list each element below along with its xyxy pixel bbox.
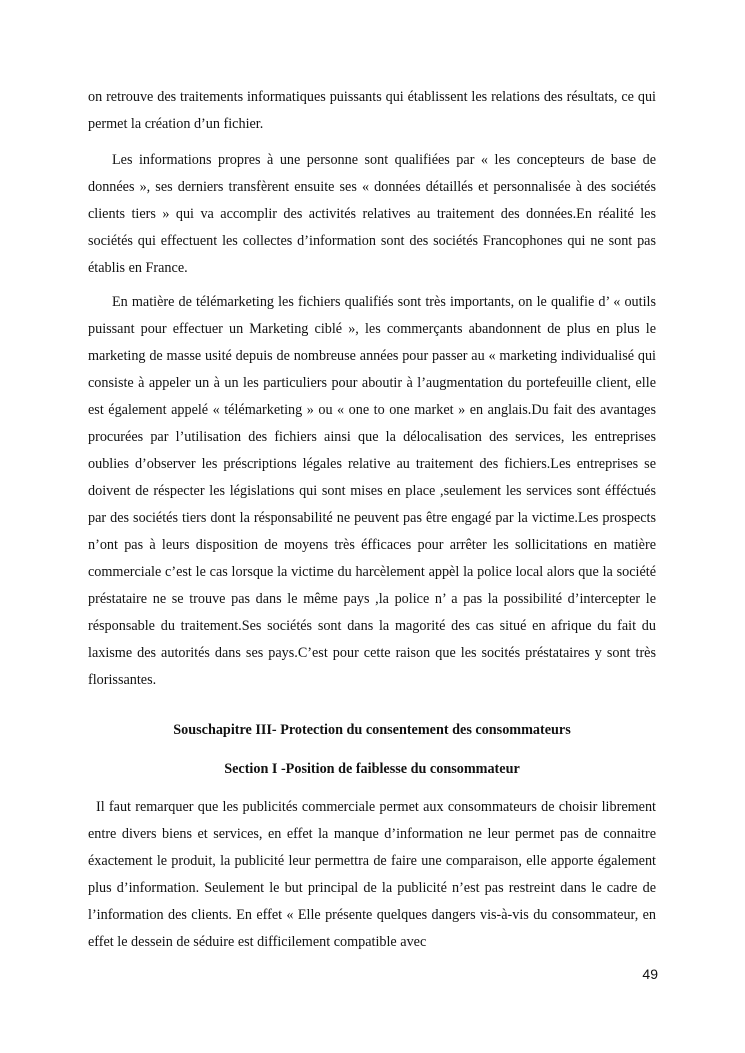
subchapter-heading: Souschapitre III- Protection du consentement des consommateurs <box>173 722 571 738</box>
page-number: 49 <box>642 966 658 982</box>
paragraph-telemarketing: En matière de télémarketing les fichiers qualifiés sont très importants, on le qualifie d’ « outils puissant pour effectuer un Marketing ciblé », les commerçants abandonnent de plus en plus le marketing de masse usité depuis de nombreuse années pour passer au « marketing individualisé qui consiste à appeler un à un les particuliers pour aboutir à l’augmentation du portefeuille client, elle est également appelé « télémarketing » ou « one to one market » en anglais.Du fait des avantages procurées par l’utilisation des fichiers ainsi que la délocalisation des services, les entreprises oublies d’observer les préscriptions légales relative au traitement des fichiers.Les entreprises se doivent de réspecter les législations qui sont mises en place ,seulement les services sont éfféctués par des sociétés tiers dont la résponsabilité ne peuvent pas être engagé par la victime.Les prospects n’ont pas à leurs disposition de moyens très éfficaces pour arrêter les sollicitations en matière commerciale c’est le cas lorsque la victime du harcèlement appèl la police local alors que la société préstataire ne se trouve pas dans le même pays ,la police n’ a pas la possibilité d’intercepter le résponsable du traitement.Ses sociétés sont dans la magorité des cas situé en afrique du fait du laxisme des autorités dans ses pays.C’est pour cette raison que les socités préstataires y sont très florissantes. <box>88 294 656 688</box>
paragraph-informations: Les informations propres à une personne sont qualifiées par « les concepteurs de base de données », ses derniers transfèrent ensuite ses « données détaillés et personnalisée à des sociétés clients tiers » qui va accomplir des activités relatives au traitement des données.En réalité les sociétés qui effectuent les collectes d’information sont des sociétés Francophones qui ne sont pas établis en France. <box>88 152 656 276</box>
paragraph-publicites: Il faut remarquer que les publicités commerciale permet aux consommateurs de choisir librement entre divers biens et services, en effet la manque d’information ne leur permet pas de connaitre éxactement le produit, la publicité leur permettra de faire une comparaison, elle apporte également plus d’information. Seulement le but principal de la publicité n’est pas restreint dans le cadre de l’information des clients. En effet « Elle présente quelques dangers vis-à-vis du consommateur, en effet le dessein de séduire est difficilement compatible avec <box>88 799 656 950</box>
paragraph-continuation: on retrouve des traitements informatiques puissants qui établissent les relations des résultats, ce qui permet la création d’un fichier. <box>88 89 656 132</box>
section-heading: Section I -Position de faiblesse du consommateur <box>224 761 520 777</box>
